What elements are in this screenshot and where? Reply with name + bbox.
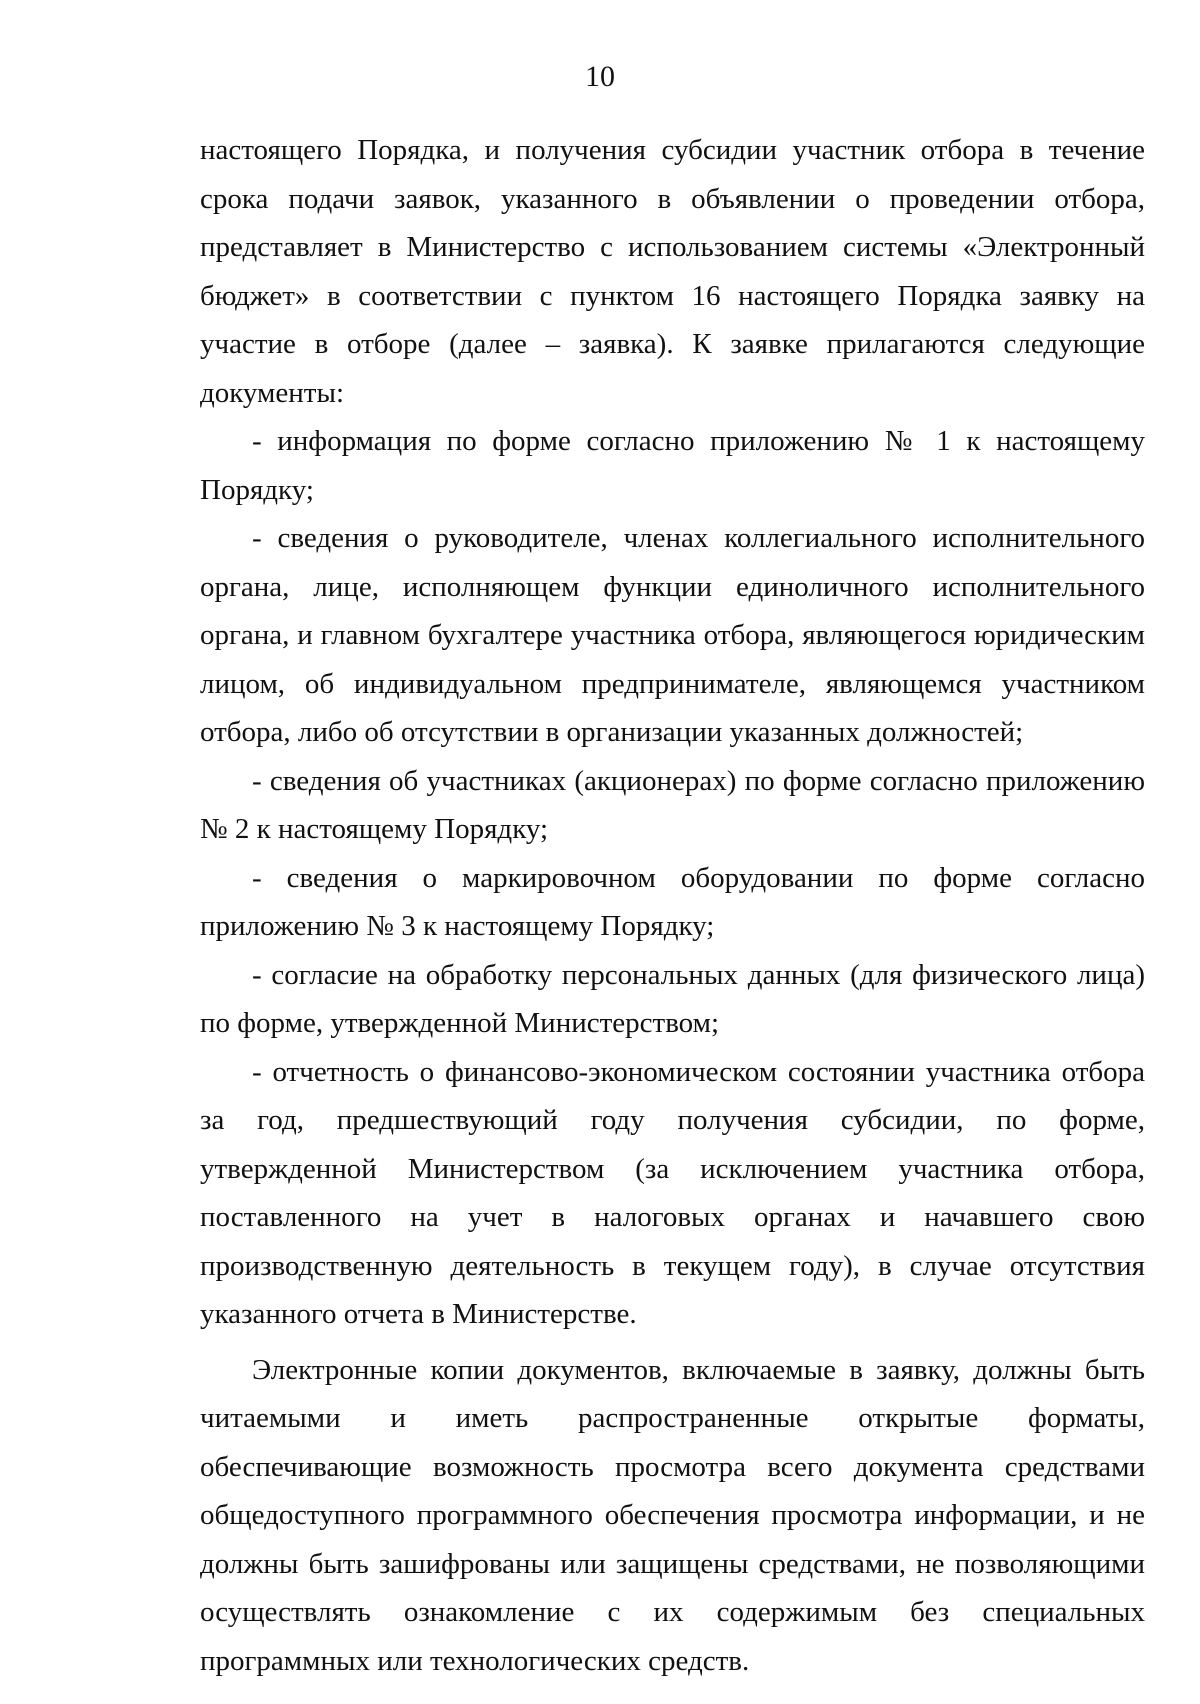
list-item-personal-data-consent: - согласие на обработку персональных данных (для физического лица) по форме, утвержденной Министерством; bbox=[200, 958, 1145, 1039]
page-number: 10 bbox=[585, 60, 615, 93]
document-body bbox=[200, 126, 1145, 1685]
paragraph-intro: настоящего Порядка, и получения субсидии участник отбора в течение срока подачи заявок, указанного в объявлении о проведении отбора, представляет в Министерство с использованием системы «Электронный бюджет» в соответствии с пунктом 16 настоящего Порядка заявку на участие в отборе (далее – заявка). К заявке прилагаются следующие документы: bbox=[200, 134, 1145, 409]
list-item-management-info: - сведения о руководителе, членах коллегиального исполнительного органа, лице, исполняющем функции единоличного исполнительного органа, и главном бухгалтере участника отбора, являющегося юридическим лицом, об индивидуальном предпринимателе, являющемся участником отбора, либо об отсутствии в организации указанных должностей; bbox=[200, 522, 1145, 748]
list-item-marking-equipment-info: - сведения о маркировочном оборудовании по форме согласно приложению № 3 к настоящему Порядку; bbox=[200, 861, 1145, 942]
list-item-shareholders-info: - сведения об участниках (акционерах) по форме согласно приложению № 2 к настоящему Порядку; bbox=[200, 764, 1145, 845]
list-item-financial-report: - отчетность о финансово-экономическом состоянии участника отбора за год, предшествующий году получения субсидии, по форме, утвержденной Министерством (за исключением участника отбора, поставленного на учет в налоговых органах и начавшего свою производственную деятельность в текущем году), в случае отсутствия указанного отчета в Министерстве. bbox=[200, 1055, 1145, 1330]
paragraph-electronic-copies: Электронные копии документов, включаемые в заявку, должны быть читаемыми и иметь распространенные открытые форматы, обеспечивающие возможность просмотра всего документа средствами общедоступного программного обеспечения просмотра информации, и не должны быть зашифрованы или защищены средствами, не позволяющими осуществлять ознакомление с их содержимым без специальных программных или технологических средств. bbox=[200, 1353, 1145, 1677]
list-item-appendix-1-info: - информация по форме согласно приложению № 1 к настоящему Порядку; bbox=[200, 425, 1145, 506]
